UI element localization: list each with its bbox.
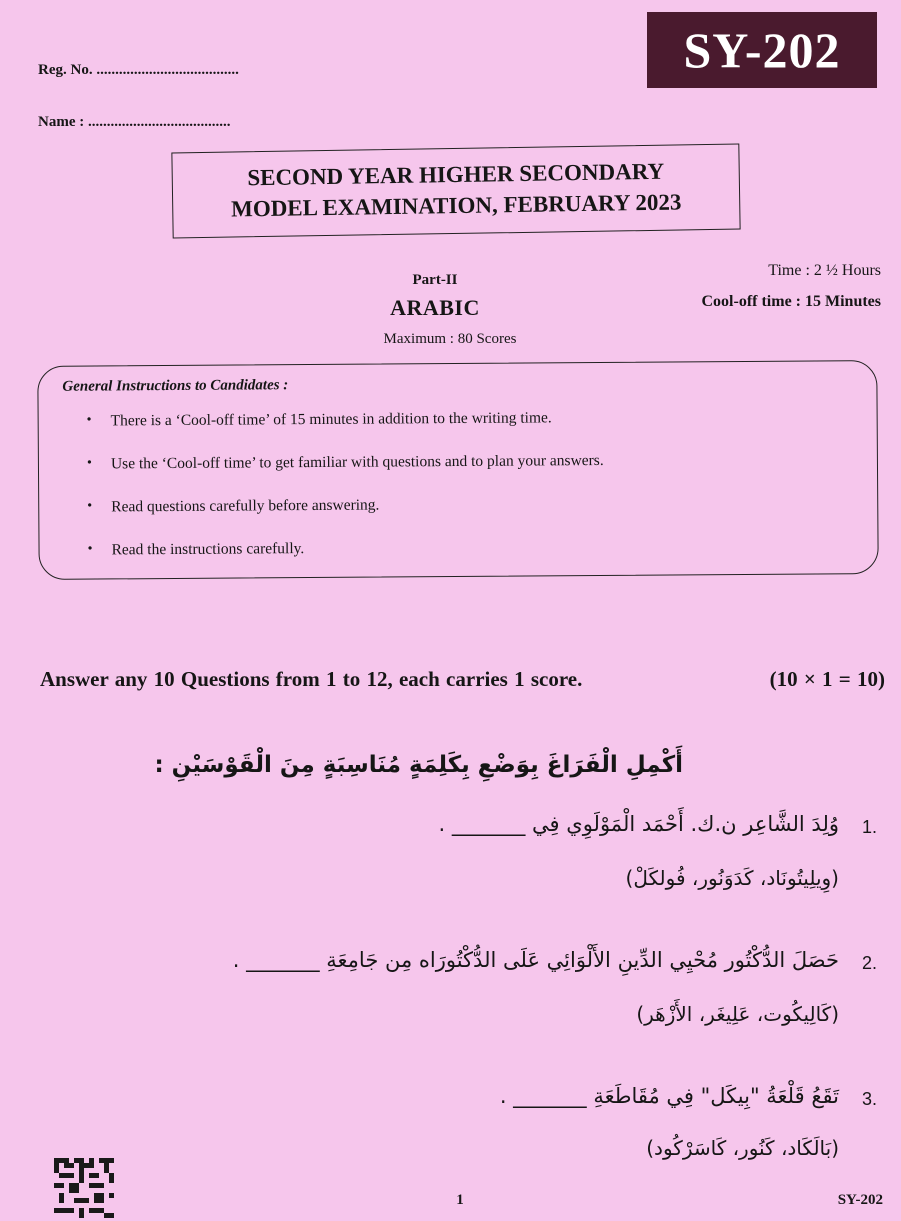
question-options: (بَالَكَاد، كَنُور، كَاسَرْكُود) <box>646 1136 839 1160</box>
instruction-item <box>87 538 604 585</box>
footer-paper-code: SY-202 <box>837 1192 883 1208</box>
question-number: 1. <box>862 817 878 837</box>
section-heading-text: Answer any 10 Questions from 1 to 12, each carries 1 score. <box>40 667 583 691</box>
question-options: (وِيلِيتُونَاد، كَدَوَنُور، فُولكَلْ) <box>625 866 839 890</box>
bullet-icon: • <box>87 498 93 514</box>
bullet-icon: • <box>86 412 92 428</box>
instruction-text: There is a ‘Cool-off time’ of 15 minutes in addition to the writing time. <box>110 409 552 430</box>
cool-off-time: Cool-off time : 15 Minutes <box>701 293 881 310</box>
instruction-text: Read the instructions carefully. <box>111 540 305 559</box>
question-text: وُلِدَ الشَّاعِر ن.ك. أَحْمَد الْمَوْلَوِي فِي _______ . <box>438 812 839 836</box>
arabic-instruction: أَكْمِلِ الْفَرَاغَ بِوَضْعِ بِكَلِمَةٍ مُنَاسِبَةٍ مِنَ الْقَوْسَيْنِ : <box>154 752 683 778</box>
name-field: Name : ...................................... <box>38 114 231 130</box>
question-number: 2. <box>862 953 878 973</box>
section-heading <box>40 667 885 692</box>
exam-title-line-1: SECOND YEAR HIGHER SECONDARY <box>247 158 665 191</box>
bullet-icon: • <box>86 455 92 471</box>
exam-title-line-2: MODEL EXAMINATION, FEBRUARY 2023 <box>230 189 682 222</box>
maximum-score: Maximum : 80 Scores <box>383 331 517 347</box>
instructions-list <box>87 409 605 585</box>
subject-title: ARABIC <box>390 295 480 320</box>
paper-code-badge: SY-202 <box>647 12 877 88</box>
question-text: حَصَلَ الدُّكْتُور مُحْيِي الدِّينِ الأَلْوَائِي عَلَى الدُّكْتُورَاه مِن جَامِعَةِ _______ . <box>232 948 839 972</box>
page-number: 1 <box>456 1192 464 1208</box>
instruction-text: Read questions carefully before answering. <box>111 496 380 516</box>
bullet-icon: • <box>87 541 93 557</box>
question-text: تَقَعُ قَلْعَةُ "بِيكَل" فِي مُقَاطَعَةِ _______ . <box>499 1084 839 1108</box>
instructions-heading: General Instructions to Candidates : <box>62 377 289 395</box>
time-allowed: Time : 2 ½ Hours <box>768 262 881 279</box>
part-label: Part-II <box>412 272 458 288</box>
instruction-item <box>87 495 604 542</box>
exam-title-box <box>171 144 740 239</box>
instructions-box <box>37 360 878 580</box>
question-number: 3. <box>862 1089 878 1109</box>
reg-no-field: Reg. No. ...................................... <box>38 62 239 78</box>
question-options: (كَالِيكُوت، عَلِيغَر، الأَزْهَر) <box>636 1002 839 1026</box>
instruction-item <box>87 409 604 456</box>
section-score: (10 × 1 = 10) <box>769 667 885 691</box>
instruction-text: Use the ‘Cool-off time’ to get familiar with questions and to plan your answers. <box>110 451 604 473</box>
qr-code-icon <box>54 1158 114 1218</box>
instruction-item <box>87 452 604 499</box>
